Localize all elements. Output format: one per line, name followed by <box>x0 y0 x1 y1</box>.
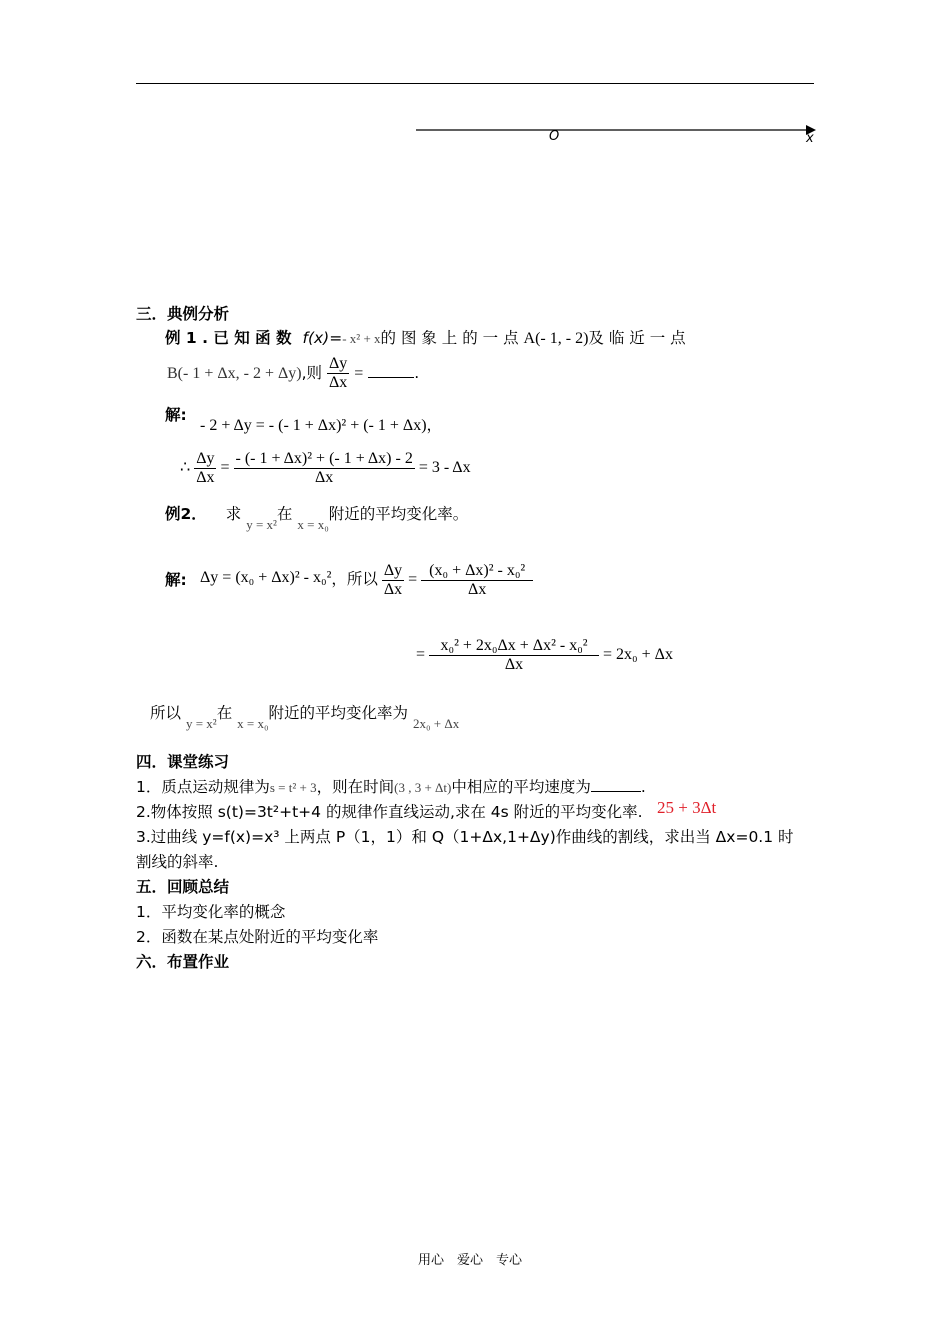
solution-1-line-2 <box>180 450 471 487</box>
practice-1-text-a: 1．质点运动规律为 <box>136 778 270 796</box>
x-axis-label: x <box>806 131 814 146</box>
solution-1-line-1 <box>200 413 442 435</box>
solution-2-so: ，所以 <box>331 570 378 589</box>
solution-1-comma: ， <box>426 416 443 434</box>
example-1-function-expr: - x² + x <box>342 331 381 346</box>
answer-blank <box>591 779 641 792</box>
solution-2-delta-y: Δy = (x₀ + Δx)² - x₀² <box>200 569 332 587</box>
example-1-then: ,则 <box>301 364 323 382</box>
conclusion-at: 在 <box>216 704 233 722</box>
fraction-denominator: Δx <box>196 469 215 486</box>
answer-blank <box>368 365 414 378</box>
fraction-numerator: Δy <box>383 562 403 579</box>
fraction-numerator: Δy <box>328 355 348 372</box>
practice-2-text: 2.物体按照 s(t)=3t²+t+4 的规律作直线运动,求在 4s 附近的平均变化率. <box>136 803 643 821</box>
solution-1-label: 解: <box>165 406 187 424</box>
section-heading-4: 四．课堂练习 <box>136 753 230 771</box>
fraction-denominator: Δx <box>234 468 415 487</box>
solution-2-line-2: = $\frac{\text{x₀² + 2x₀Δx + Δx² - x₀²}}{\Delta x}$ = 2x₀ + Δx <box>416 637 673 673</box>
solution-2-expanded-fraction <box>429 637 599 674</box>
example-1-lead: 例 1 . 已 知 函 数 <box>165 329 292 347</box>
example-1-mid: 的 图 象 上 的 一 点 <box>380 329 519 347</box>
fraction-numerator: x₀² + 2x₀Δx + Δx² - x₀² <box>440 637 588 654</box>
practice-1-text-b: ，则在时间 <box>316 778 395 796</box>
practice-1-text-d: . <box>640 778 646 796</box>
fraction-denominator: Δx <box>429 655 599 674</box>
example-1-tail: 及 临 近 一 点 <box>588 329 686 347</box>
origin-label: O <box>549 129 560 144</box>
solution-1-lhs-fraction <box>194 450 216 487</box>
example-2-function: y = x² <box>246 517 277 532</box>
practice-3-line-2: 割线的斜率. <box>136 853 219 871</box>
section-heading-6: 六．布置作业 <box>136 953 230 971</box>
solution-2-rhs-fraction <box>421 562 533 599</box>
example-2-ask: 求 <box>225 505 242 523</box>
conclusion-function: y = x² <box>185 716 217 731</box>
conclusion-answer: 2x₀ + Δx <box>412 716 460 731</box>
solution-1-result: = 3 - Δx <box>418 459 471 477</box>
example-2-at: 在 <box>276 505 293 523</box>
section-heading-5: 五．回顾总结 <box>136 878 230 896</box>
practice-3-line-1: 3.过曲线 y=f(x)=x³ 上两点 P（1，1）和 Q（1+Δx,1+Δy)作曲线的割线，求出当 Δx=0.1 时 <box>136 828 794 846</box>
fraction-denominator: Δx <box>328 374 348 391</box>
example-2-line <box>165 502 469 532</box>
example-2-label: 例2． <box>165 505 207 523</box>
solution-1-equation: - 2 + Δy = - (- 1 + Δx)² + (- 1 + Δx) <box>200 417 427 434</box>
example-1-function-name: f(x)= <box>302 329 343 347</box>
conclusion-rest: 附近的平均变化率为 <box>268 704 409 722</box>
example-1-period: . <box>414 364 420 382</box>
equals-sign: = <box>408 571 418 589</box>
practice-1-interval: (3 , 3 + Δt) <box>394 780 452 795</box>
conclusion-so: 所以 <box>150 704 182 722</box>
fraction-numerator: - (- 1 + Δx)² + (- 1 + Δx) - 2 <box>235 450 413 467</box>
therefore-symbol: ∴ <box>180 457 191 477</box>
solution-2-line-1 <box>200 562 533 599</box>
point-a: A(- 1, - 2) <box>523 330 589 347</box>
solution-2-result: = 2x₀ + Δx <box>603 646 673 664</box>
equals-sign: = <box>354 365 364 382</box>
page-footer: 用心 爱心 专心 <box>418 1253 523 1268</box>
solution-2-label: 解: <box>165 571 187 589</box>
conclusion-point: x = x₀ <box>237 716 269 731</box>
solution-1-rhs-fraction <box>234 450 415 487</box>
summary-item-1: 1．平均变化率的概念 <box>136 903 286 921</box>
fraction-denominator: Δx <box>383 581 403 598</box>
practice-2-answer: 25 + 3Δt <box>657 798 717 817</box>
practice-1-formula: s = t² + 3 <box>269 780 317 795</box>
practice-1 <box>136 775 646 797</box>
fraction-numerator: (x₀ + Δx)² - x₀² <box>429 562 526 579</box>
fraction-denominator: Δx <box>421 580 533 599</box>
example-1-fraction <box>327 355 349 392</box>
example-1-line-2 <box>167 355 419 392</box>
fraction-numerator: Δy <box>196 450 215 467</box>
example-2-point: x = x₀ <box>297 517 329 532</box>
equals-sign: = <box>220 459 230 477</box>
header-rule <box>136 83 814 84</box>
solution-2-lhs-fraction <box>382 562 404 599</box>
example-1-line-1 <box>165 326 686 348</box>
point-b: B(- 1 + Δx, - 2 + Δy) <box>167 365 302 382</box>
example-2-rest: 附近的平均变化率。 <box>328 505 469 523</box>
number-line <box>410 120 830 150</box>
practice-2 <box>136 800 643 822</box>
section-heading-3: 三．典例分析 <box>136 305 230 323</box>
practice-1-text-c: 中相应的平均速度为 <box>451 778 591 796</box>
summary-item-2: 2．函数在某点处附近的平均变化率 <box>136 928 379 946</box>
